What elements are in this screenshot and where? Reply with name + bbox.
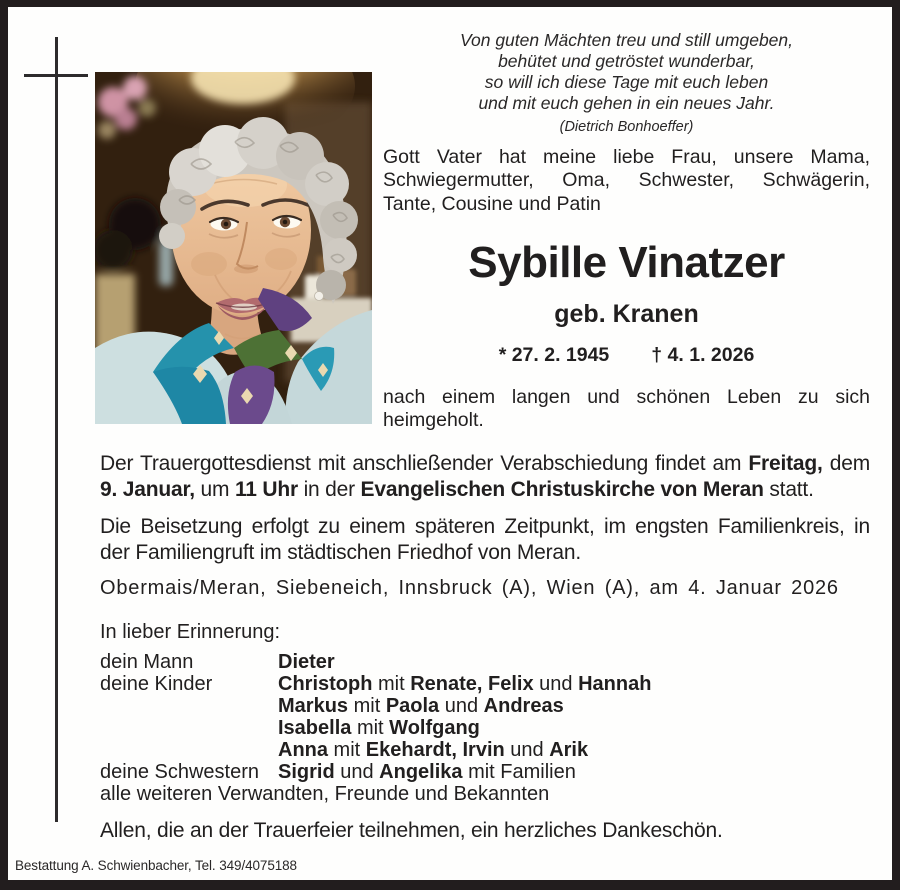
funeral-home-line: Bestattung A. Schwienbacher, Tel. 349/4075188	[15, 858, 297, 873]
opening-quote	[383, 30, 870, 138]
intro-line: Tante, Cousine und Patin	[383, 192, 601, 215]
family-label	[100, 717, 278, 739]
family-label	[100, 695, 278, 717]
quote-line: Von guten Mächten treu und still umgeben,	[459, 30, 794, 50]
service-line: Der Trauergottesdienst mit anschließender Verabschiedung findet am Freitag, dem	[100, 452, 870, 475]
maiden-name: geb. Kranen	[554, 300, 699, 328]
service-line: 9. Januar, um 11 Uhr in der Evangelischen Christuskirche von Meran statt.	[100, 477, 814, 501]
intro-line: Schwiegermutter, Oma, Schwester, Schwägerin,	[383, 169, 870, 192]
family-label: deine Schwestern	[100, 761, 259, 783]
family-names: Isabella mit Wolfgang	[278, 717, 480, 739]
closing-line: nach einem langen und schönen Leben zu sich	[383, 386, 870, 408]
quote-line: und mit euch gehen in ein neues Jahr.	[478, 93, 775, 113]
intro-paragraph	[383, 146, 870, 216]
memorial-cross-icon	[55, 37, 58, 822]
deceased-name: Sybille Vinatzer	[468, 238, 785, 287]
family-label	[100, 739, 278, 761]
burial-line: Die Beisetzung erfolgt zu einem späteren Zeitpunkt, im engsten Familienkreis, in	[100, 515, 870, 538]
family-list	[100, 651, 870, 783]
service-paragraph	[100, 451, 870, 502]
portrait-photo	[95, 72, 372, 424]
family-names: Dieter	[278, 651, 335, 673]
quote-line: behütet und getröstet wunderbar,	[498, 51, 755, 71]
thanks-line: Allen, die an der Trauerfeier teilnehmen, ein herzliches Dankeschön.	[100, 819, 723, 842]
death-date: † 4. 1. 2026	[651, 344, 755, 366]
family-label: dein Mann	[100, 651, 194, 673]
memory-heading: In lieber Erinnerung:	[100, 621, 281, 643]
places-date-line: Obermais/Meran, Siebeneich, Innsbruck (A), Wien (A), am 4. Januar 2026	[100, 577, 839, 599]
intro-line: Gott Vater hat meine liebe Frau, unsere Mama,	[383, 146, 870, 168]
family-extra-line: alle weiteren Verwandten, Freunde und Bekannten	[100, 783, 550, 805]
life-dates	[383, 344, 870, 367]
family-label: deine Kinder	[100, 673, 213, 695]
memorial-cross-bar-icon	[24, 74, 88, 77]
family-names: Anna mit Ekehardt, Irvin und Arik	[278, 739, 589, 761]
closing-line: heimgeholt.	[383, 409, 484, 432]
closing-paragraph	[383, 386, 870, 433]
quote-line: so will ich diese Tage mit euch leben	[484, 72, 769, 92]
burial-paragraph	[100, 514, 870, 565]
family-names: Sigrid und Angelika mit Familien	[278, 761, 576, 783]
family-names: Christoph mit Renate, Felix und Hannah	[278, 673, 652, 695]
family-names: Markus mit Paola und Andreas	[278, 695, 564, 717]
burial-line: der Familiengruft im städtischen Friedhof von Meran.	[100, 540, 581, 564]
birth-date: * 27. 2. 1945	[498, 344, 610, 366]
quote-attribution: (Dietrich Bonhoeffer)	[559, 119, 694, 135]
